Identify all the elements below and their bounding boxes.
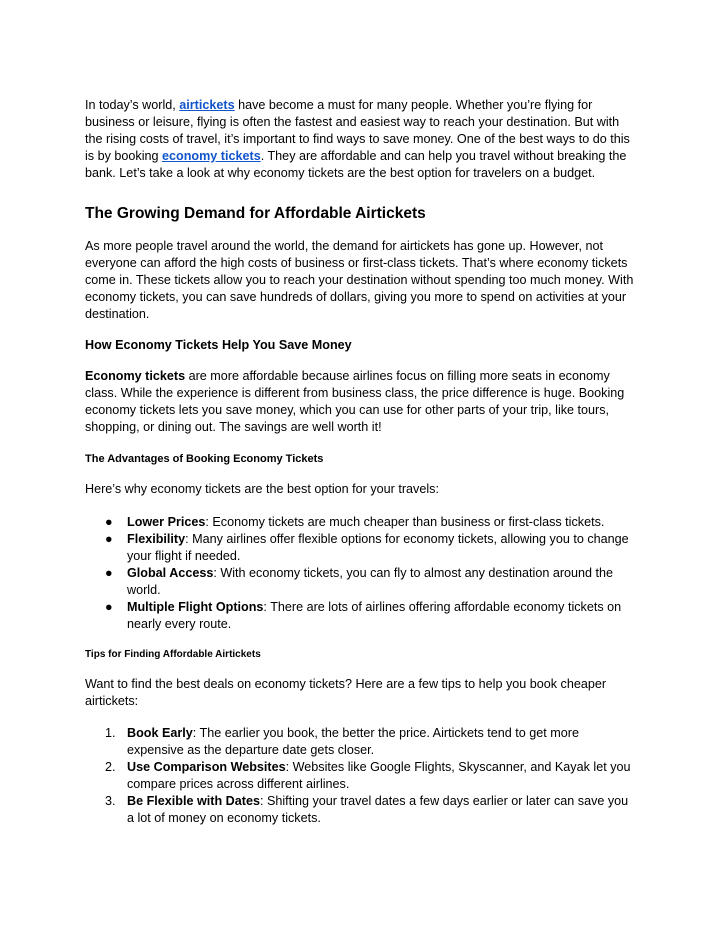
item-term: Be Flexible with Dates xyxy=(127,794,260,808)
economy-tickets-link[interactable]: economy tickets xyxy=(162,149,261,163)
economy-tickets-bold: Economy tickets xyxy=(85,369,186,383)
tips-list xyxy=(85,725,637,827)
bullet-icon: ● xyxy=(105,532,113,546)
item-desc: : The earlier you book, the better the price. Airtickets tend to get more expensive as the departure date gets closer. xyxy=(127,726,579,757)
item-desc: : Many airlines offer flexible options for economy tickets, allowing you to change your flight if needed. xyxy=(127,532,629,563)
heading-tips: Tips for Finding Affordable Airtickets xyxy=(85,649,261,660)
intro-paragraph xyxy=(85,97,637,182)
intro-text-1: In today’s world, xyxy=(85,98,180,112)
list-item xyxy=(85,514,637,531)
heading-advantages: The Advantages of Booking Economy Tickets xyxy=(85,453,324,465)
item-term: Global Access xyxy=(127,566,214,580)
item-term: Multiple Flight Options xyxy=(127,600,264,614)
item-term: Book Early xyxy=(127,726,193,740)
item-number: 2. xyxy=(105,760,116,774)
demand-paragraph: As more people travel around the world, the demand for airtickets has gone up. However, not everyone can afford the high costs of business or first-class tickets. That’s where economy tickets come in. These tickets allow you to reach your destination without spending too much money. With economy tickets, you can save hundreds of dollars, giving you more to spend on activities at your destination. xyxy=(85,239,634,321)
heading-save-money: How Economy Tickets Help You Save Money xyxy=(85,338,352,352)
item-desc: : With economy tickets, you can fly to almost any destination around the world. xyxy=(127,566,614,597)
bullet-icon: ● xyxy=(105,515,113,529)
intro-text-2: have become a must for many people. Whether you’re flying for business or leisure, flying is often the fastest and easiest way to reach your destination. But with the rising costs of travel, it’s important to find ways to save money. One of the best ways to do this is by booking xyxy=(85,98,630,163)
intro-text-3: . They are affordable and can help you travel without breaking the bank. Let’s take a look at why economy tickets are the best option for travelers on a budget. xyxy=(85,149,627,180)
item-term: Lower Prices xyxy=(127,515,206,529)
document-page xyxy=(85,97,637,827)
advantages-list xyxy=(85,514,637,633)
advantages-intro: Here’s why economy tickets are the best option for your travels: xyxy=(85,482,439,496)
item-number: 1. xyxy=(105,726,116,740)
airtickets-link[interactable]: airtickets xyxy=(179,98,235,112)
list-item xyxy=(85,793,637,827)
tips-intro: Want to find the best deals on economy tickets? Here are a few tips to help you book cheaper airtickets: xyxy=(85,677,607,708)
item-desc: : There are lots of airlines offering affordable economy tickets on nearly every route. xyxy=(127,600,622,631)
list-item xyxy=(85,599,637,633)
list-item xyxy=(85,725,637,759)
save-money-text: are more affordable because airlines focus on filling more seats in economy class. While the experience is different from business class, the price difference is huge. Booking economy tickets lets you save money, which you can use for other parts of your trip, like tours, shopping, or dining out. The savings are well worth it! xyxy=(85,369,625,434)
item-desc: : Websites like Google Flights, Skyscanner, and Kayak let you compare prices across different airlines. xyxy=(127,760,631,791)
heading-growing-demand: The Growing Demand for Affordable Airtickets xyxy=(85,205,426,222)
save-money-paragraph xyxy=(85,368,637,436)
list-item xyxy=(85,531,637,565)
item-desc: : Shifting your travel dates a few days earlier or later can save you a lot of money on economy tickets. xyxy=(127,794,629,825)
bullet-icon: ● xyxy=(105,566,113,580)
item-desc: : Economy tickets are much cheaper than business or first-class tickets. xyxy=(205,515,605,529)
bullet-icon: ● xyxy=(105,600,113,614)
list-item xyxy=(85,565,637,599)
item-term: Flexibility xyxy=(127,532,186,546)
list-item xyxy=(85,759,637,793)
item-term: Use Comparison Websites xyxy=(127,760,286,774)
item-number: 3. xyxy=(105,794,116,808)
